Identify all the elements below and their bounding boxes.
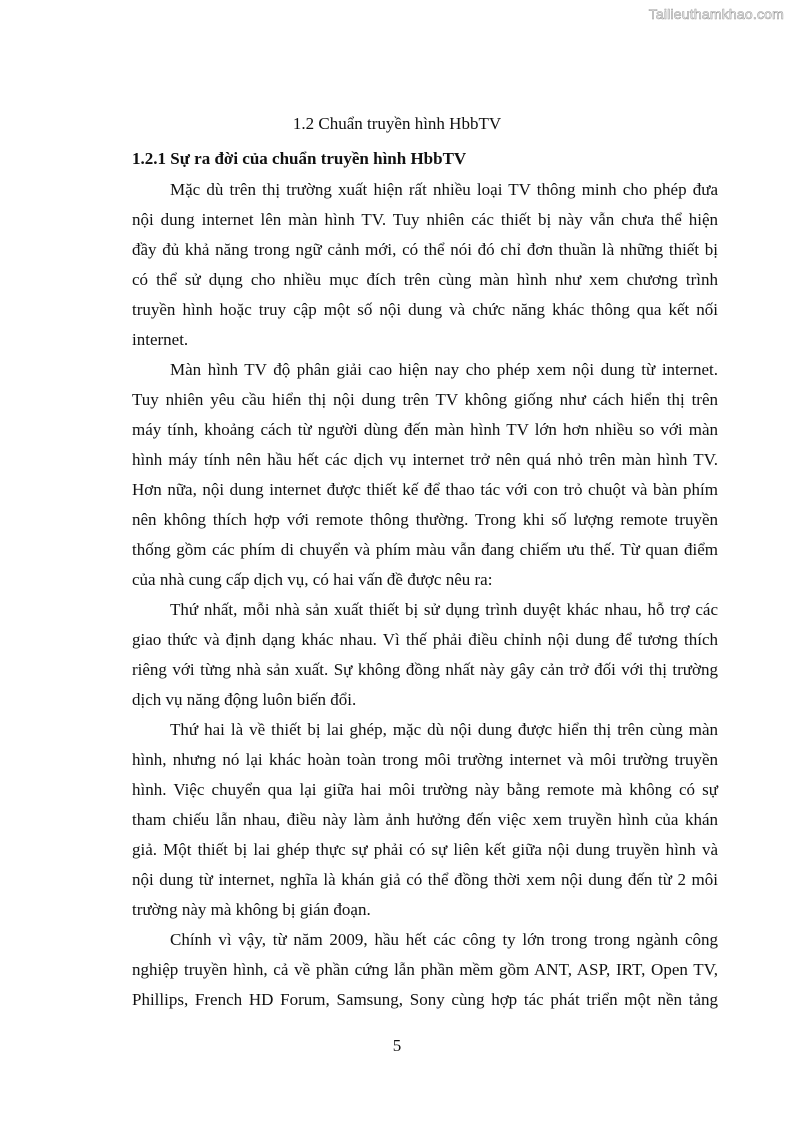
text-line: giao thức và định dạng khác nhau. Vì thế phải điều chỉnh nội dung để tương thích: [132, 630, 718, 649]
text-line: có thể sử dụng cho nhiều mục đích trên cùng màn hình như xem chương trình: [132, 270, 718, 289]
text-line: Thứ nhất, mỗi nhà sản xuất thiết bị sử dụng trình duyệt khác nhau, hỗ trợ các: [170, 600, 718, 619]
text-line: máy tính, khoảng cách từ người dùng đến màn hình TV lớn hơn nhiều so với màn: [132, 420, 718, 439]
text-line: Chính vì vậy, từ năm 2009, hầu hết các công ty lớn trong trong ngành công: [170, 930, 718, 949]
text-line: của nhà cung cấp dịch vụ, có hai vấn đề được nêu ra:: [132, 570, 493, 589]
text-line: tham chiếu lẫn nhau, điều này làm ảnh hưởng đến việc xem truyền hình của khán: [132, 810, 718, 829]
text-line: Mặc dù trên thị trường xuất hiện rất nhiều loại TV thông minh cho phép đưa: [170, 180, 718, 199]
text-line: hình, nhưng nó lại khác hoàn toàn trong môi trường internet và môi trường truyền: [132, 750, 718, 769]
text-line: giả. Một thiết bị lai ghép thực sự phải có sự liên kết giữa nội dung truyền hình và: [132, 840, 718, 859]
text-line: nội dung từ internet, nghĩa là khán giả có thể đồng thời xem nội dung đến từ 2 môi: [132, 870, 718, 889]
text-line: Màn hình TV độ phân giải cao hiện nay cho phép xem nội dung từ internet.: [170, 360, 718, 379]
paragraph: [132, 599, 718, 719]
paragraph: [132, 179, 718, 359]
paragraph: [132, 719, 718, 929]
text-line: đầy đủ khả năng trong ngữ cảnh mới, có thể nói đó chỉ đơn thuần là những thiết bị: [132, 240, 718, 259]
document-body: [132, 179, 718, 1019]
text-line: Thứ hai là về thiết bị lai ghép, mặc dù nội dung được hiển thị trên cùng màn: [170, 720, 718, 739]
text-line: Phillips, French HD Forum, Samsung, Sony cùng hợp tác phát triển một nền tảng: [132, 990, 718, 1009]
section-title: 1.2 Chuẩn truyền hình HbbTV: [292, 114, 502, 133]
text-line: truyền hình hoặc truy cập một số nội dung và chức năng khác thông qua kết nối: [132, 300, 718, 319]
text-line: nội dung internet lên màn hình TV. Tuy nhiên các thiết bị này vẫn chưa thể hiện: [132, 210, 718, 229]
subsection-heading: 1.2.1 Sự ra đời của chuẩn truyền hình HbbTV: [132, 149, 467, 168]
text-line: riêng với từng nhà sản xuất. Sự không đồng nhất này gây cản trở đối với thị trường: [132, 660, 718, 679]
text-line: nghiệp truyền hình, cả về phần cứng lẫn phần mềm gồm ANT, ASP, IRT, Open TV,: [132, 960, 718, 979]
text-line: Tuy nhiên yêu cầu hiển thị nội dung trên TV không giống như cách hiển thị trên: [132, 390, 718, 409]
paragraph: [132, 359, 718, 599]
text-line: Hơn nữa, nội dung internet được thiết kế để thao tác với con trỏ chuột và bàn phím: [132, 480, 718, 499]
paragraph: [132, 929, 718, 1019]
text-line: hình máy tính nên hầu hết các dịch vụ internet trở nên quá nhỏ trên màn hình TV.: [132, 450, 718, 469]
text-line: trường này mà không bị gián đoạn.: [132, 900, 371, 919]
text-line: thống gồm các phím di chuyển và phím màu vẫn đang chiếm ưu thế. Từ quan điểm: [132, 540, 718, 559]
text-line: nên không thích hợp với remote thông thường. Trong khi số lượng remote truyền: [132, 510, 718, 529]
page-number: 5: [392, 1036, 402, 1055]
text-line: internet.: [132, 330, 189, 349]
watermark: Tailieuthamkhao.com: [648, 6, 784, 22]
text-line: dịch vụ năng động luôn biến đổi.: [132, 690, 357, 709]
text-line: hình. Việc chuyển qua lại giữa hai môi trường này bằng remote mà không có sự: [132, 780, 718, 799]
